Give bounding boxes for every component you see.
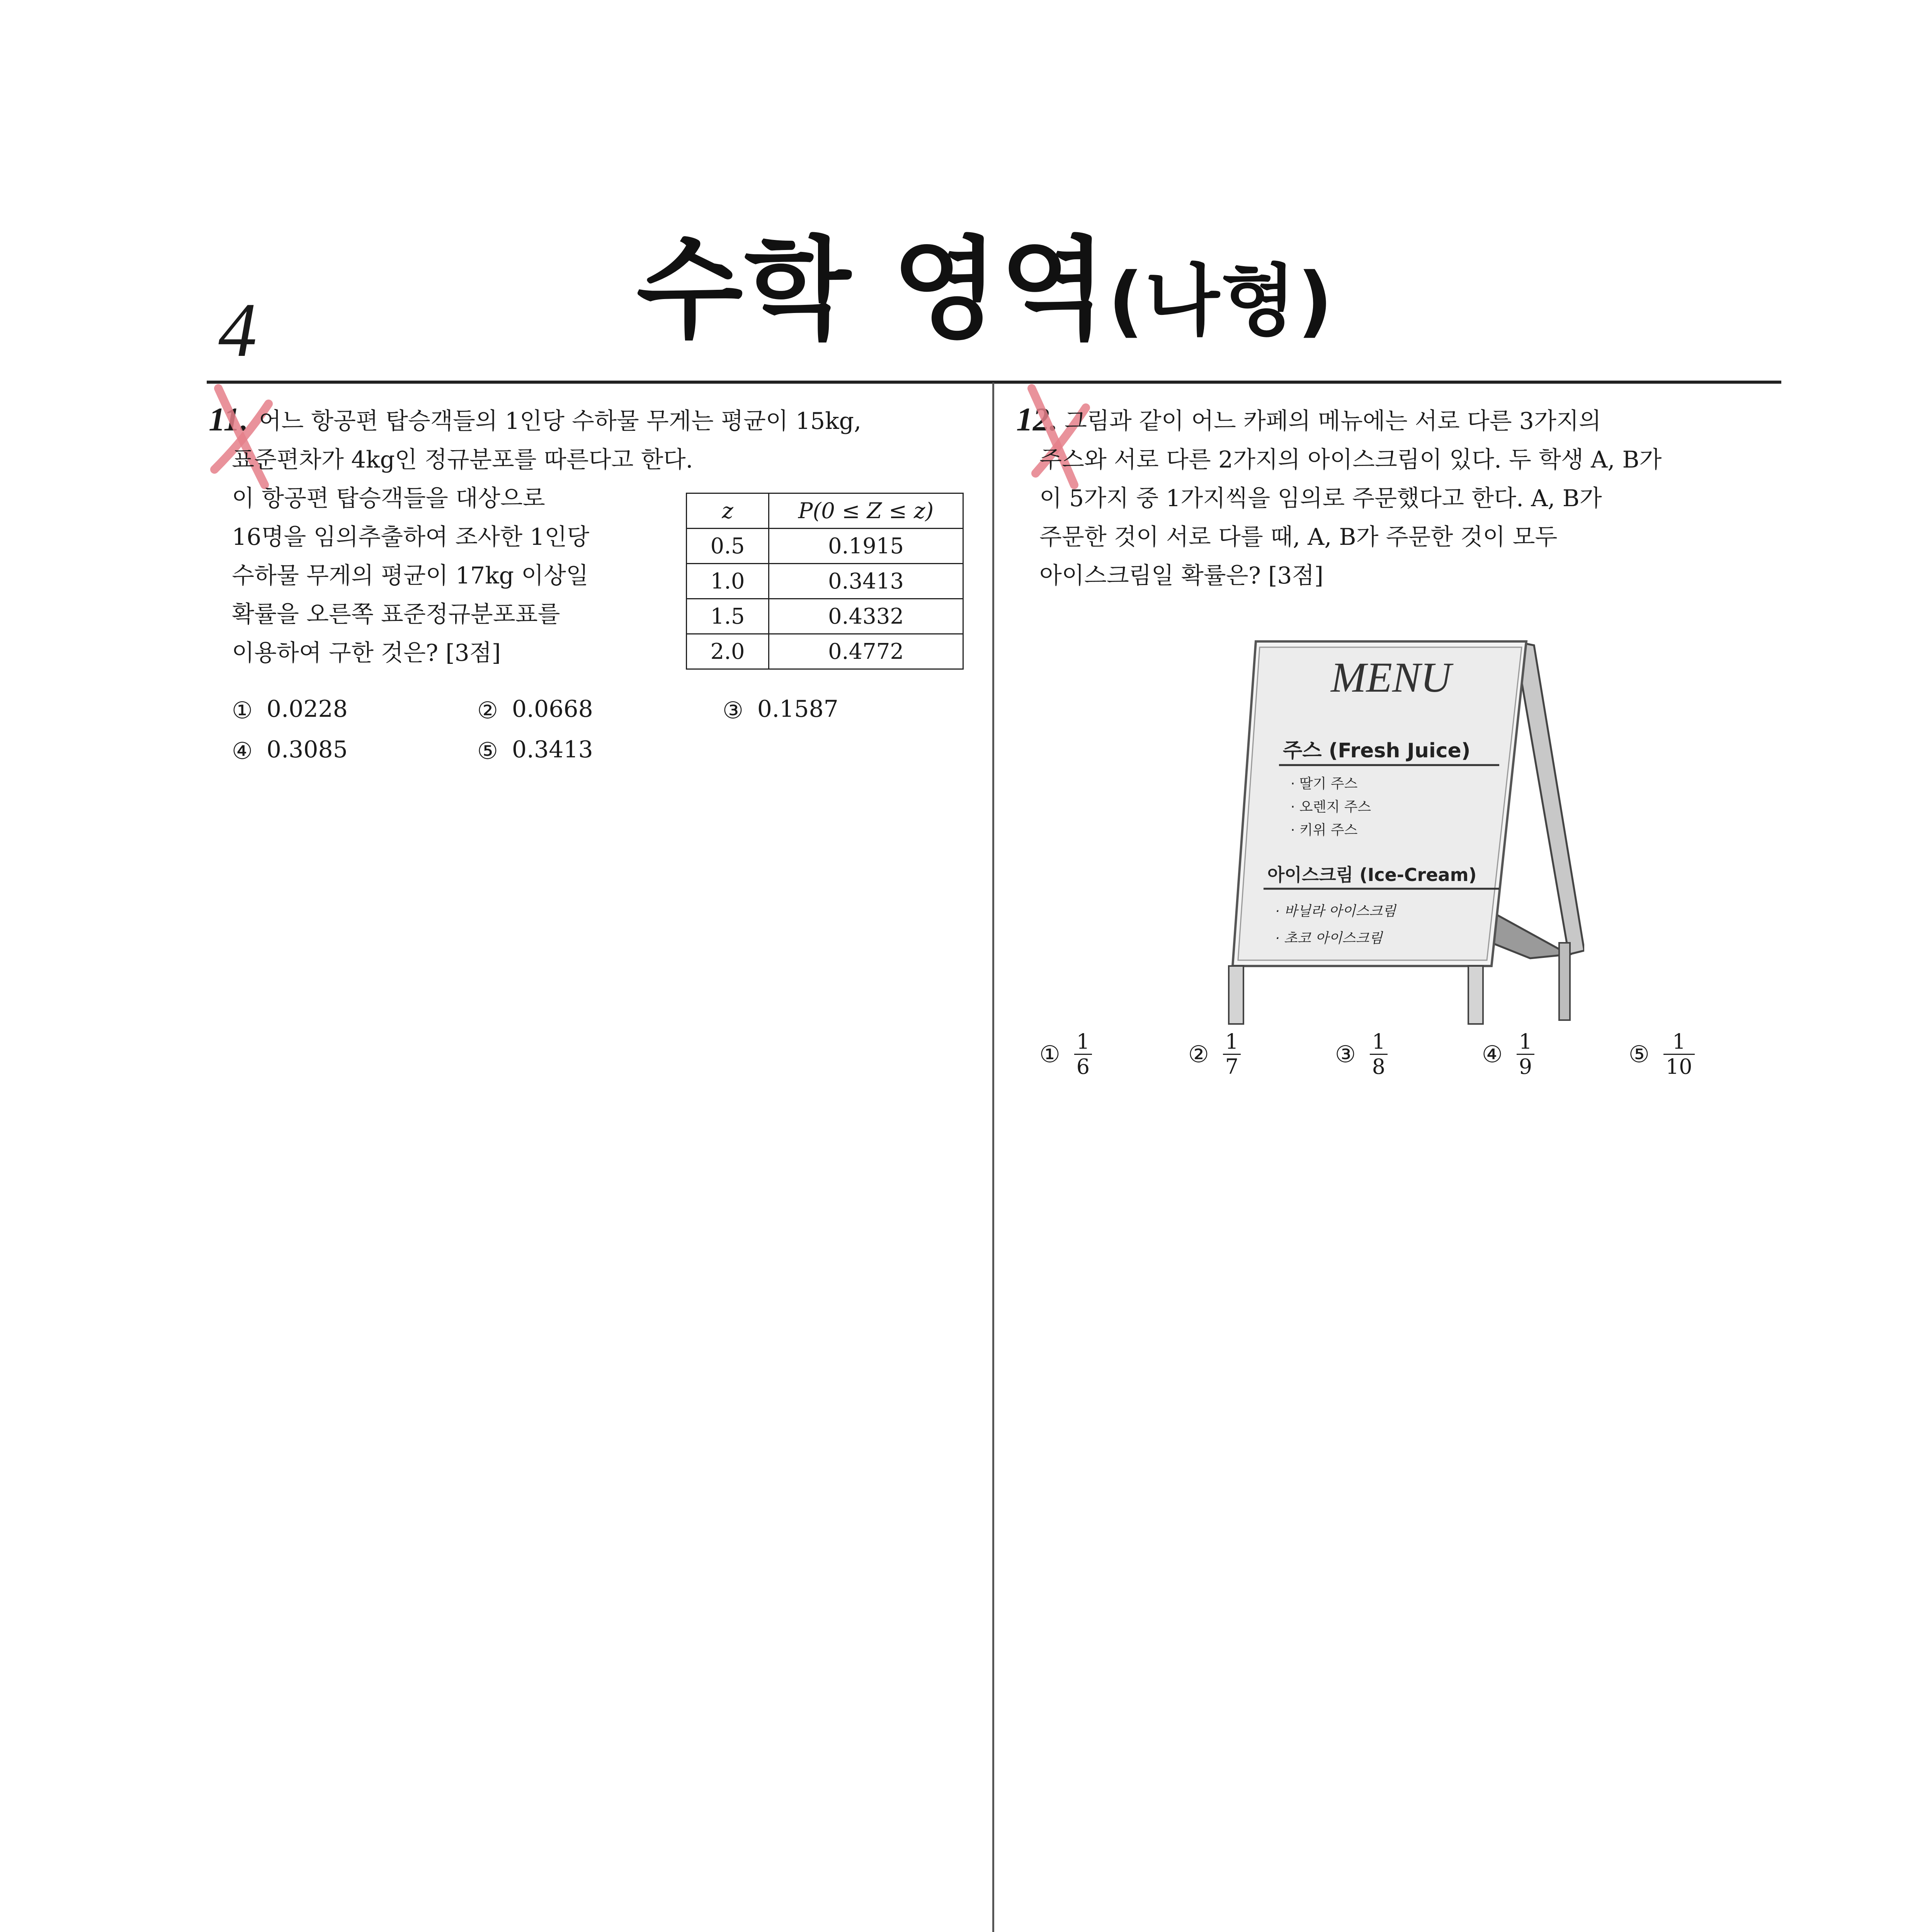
q11-line-2: 표준편차가 4kg인 정규분포를 따른다고 한다. — [232, 446, 693, 473]
q11-choice-4[interactable]: ④ 0.3085 — [232, 736, 348, 765]
fraction: $\frac{1}{9}$ — [1517, 1030, 1534, 1079]
menu-section-icecream: 아이스크림 (Ice-Cream) — [1267, 864, 1477, 885]
menu-juice-item: · 오렌지 주스 — [1291, 799, 1371, 815]
menu-juice-item: · 키위 주스 — [1291, 822, 1358, 838]
fraction: $\frac{1}{7}$ — [1223, 1030, 1241, 1079]
q11-line-3: 이 항공편 탑승객들을 대상으로 — [232, 485, 545, 512]
table-header-z: z — [687, 493, 769, 529]
table-row — [687, 529, 963, 564]
q11-choice-1[interactable]: ① 0.0228 — [232, 696, 348, 724]
table-cell: 1.0 — [687, 564, 769, 599]
q12-choice-5[interactable]: ⑤ $\frac{1}{10}$ — [1629, 1030, 1695, 1079]
table-cell: 0.5 — [687, 529, 769, 564]
table-row — [687, 634, 963, 669]
q12-line-1: 그림과 같이 어느 카페의 메뉴에는 서로 다른 3가지의 — [1065, 408, 1601, 435]
q12-line-2: 주스와 서로 다른 2가지의 아이스크림이 있다. 두 학생 A, B가 — [1039, 446, 1662, 473]
fraction: $\frac{1}{10}$ — [1663, 1030, 1695, 1079]
table-cell: 0.4772 — [769, 634, 963, 669]
menu-title: MENU — [1331, 654, 1451, 701]
menu-section-juice: 주스 (Fresh Juice) — [1283, 739, 1471, 762]
q11-choice-5[interactable]: ⑤ 0.3413 — [477, 736, 593, 765]
menu-juice-item: · 딸기 주스 — [1291, 776, 1358, 792]
table-row — [687, 564, 963, 599]
fraction: $\frac{1}{6}$ — [1074, 1030, 1092, 1079]
table-cell: 1.5 — [687, 599, 769, 634]
q12-line-5: 아이스크림일 확률은? [3점] — [1039, 562, 1323, 589]
subject-title: 수학 영역 — [636, 226, 1108, 354]
q11-choice-2[interactable]: ② 0.0668 — [477, 696, 593, 724]
q12-line-4: 주문한 것이 서로 다를 때, A, B가 주문한 것이 모두 — [1039, 524, 1558, 551]
standard-normal-table — [686, 493, 964, 670]
q12-number: 12. — [1016, 401, 1058, 438]
table-row — [687, 599, 963, 634]
q11-number: 11. — [209, 401, 248, 438]
table-header-prob: P(0 ≤ Z ≤ z) — [769, 493, 963, 529]
table-cell: 0.4332 — [769, 599, 963, 634]
q12-choice-1[interactable]: ① $\frac{1}{6}$ — [1039, 1030, 1092, 1079]
q11-line-7: 이용하여 구한 것은? [3점] — [232, 639, 501, 667]
menu-sign-illustration — [1198, 634, 1584, 1032]
fraction: $\frac{1}{8}$ — [1370, 1030, 1388, 1079]
q12-choice-4[interactable]: ④ $\frac{1}{9}$ — [1482, 1030, 1534, 1079]
q11-line-1: 어느 항공편 탑승객들의 1인당 수하물 무게는 평균이 15kg, — [259, 408, 862, 435]
q11-line-6: 확률을 오른쪽 표준정규분포표를 — [232, 601, 560, 628]
menu-icecream-item: · 바닐라 아이스크림 — [1275, 903, 1396, 919]
table-cell: 0.1915 — [769, 529, 963, 564]
q12-choice-2[interactable]: ② $\frac{1}{7}$ — [1188, 1030, 1241, 1079]
exam-type: (나형) — [1108, 256, 1334, 346]
table-cell: 0.3413 — [769, 564, 963, 599]
page-title — [0, 201, 1932, 359]
q12-line-3: 이 5가지 중 1가지씩을 임의로 주문했다고 한다. A, B가 — [1039, 485, 1602, 512]
page-number: 4 — [218, 287, 257, 373]
q11-choice-3[interactable]: ③ 0.1587 — [723, 696, 838, 724]
table-cell: 2.0 — [687, 634, 769, 669]
table-header-row — [687, 493, 963, 529]
q11-line-4: 16명을 임의추출하여 조사한 1인당 — [232, 524, 590, 551]
column-divider — [992, 383, 994, 1932]
q11-line-5: 수하물 무게의 평균이 17kg 이상일 — [232, 562, 588, 589]
menu-icecream-item: · 초코 아이스크림 — [1275, 930, 1383, 946]
q12-choice-3[interactable]: ③ $\frac{1}{8}$ — [1335, 1030, 1388, 1079]
